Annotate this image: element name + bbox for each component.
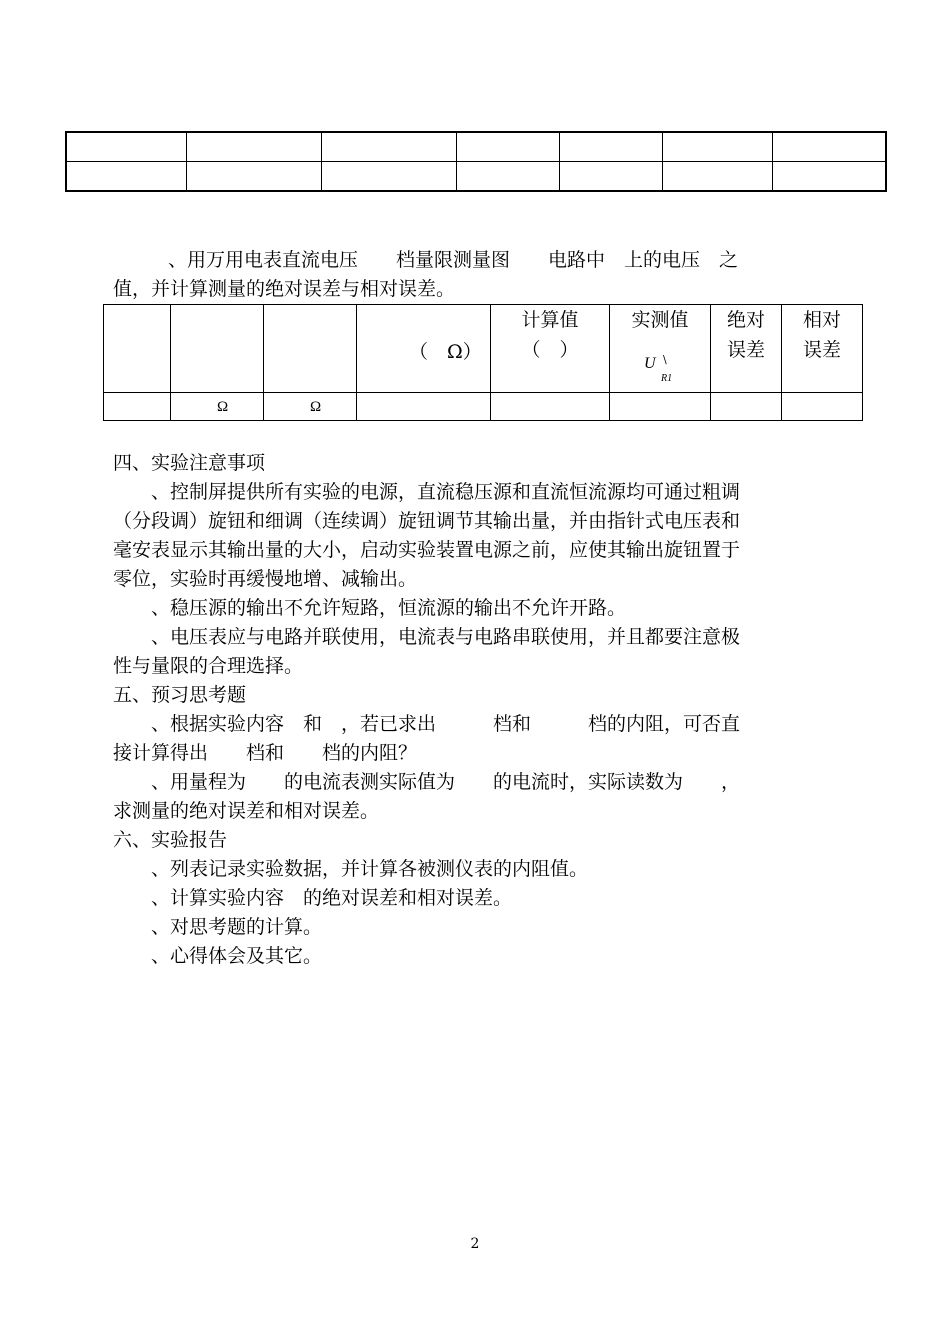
paragraph-line: 、电压表应与电路并联使用，电流表与电路串联使用，并且都要注意极 xyxy=(113,626,741,648)
section-title: 四、实验注意事项 xyxy=(113,452,266,474)
table-row xyxy=(66,132,886,162)
voltage-subscript: R1 xyxy=(661,373,673,384)
paragraph-line: 零位，实验时再缓慢地增、减输出。 xyxy=(113,568,418,590)
section-title: 六、实验报告 xyxy=(113,829,228,851)
table-header-row xyxy=(104,305,863,393)
table-cell xyxy=(662,132,772,162)
step-intro-line: 、用万用电表直流电压 档量限测量图 电路中 上的电压 之 xyxy=(168,249,739,271)
paragraph-line: 、根据实验内容 和 ，若已求出 档和 档的内阻，可否直 xyxy=(113,713,741,735)
table-cell xyxy=(357,305,491,393)
paragraph-line: 接计算得出 档和 档的内阻？ xyxy=(113,742,418,764)
data-table-top xyxy=(65,131,887,192)
voltage-symbol: U xyxy=(644,355,656,372)
abs-error-header-2: 误差 xyxy=(726,339,765,361)
paragraph-line: 、稳压源的输出不允许短路，恒流源的输出不允许开路。 xyxy=(113,597,627,619)
table-cell xyxy=(321,162,456,192)
paragraph-line: 、计算实验内容 的绝对误差和相对误差。 xyxy=(113,887,513,909)
table-cell xyxy=(456,162,559,192)
table-cell xyxy=(491,393,610,421)
ohm-unit: Ω xyxy=(217,399,229,415)
table-cell xyxy=(782,305,863,393)
ohm-unit: Ω xyxy=(310,399,322,415)
rel-error-header-1: 相对 xyxy=(802,309,841,331)
table-cell xyxy=(321,132,456,162)
table-row xyxy=(66,162,886,192)
table-cell xyxy=(662,162,772,192)
paragraph-line: 、用量程为 的电流表测实际值为 的电流时，实际读数为 ， xyxy=(113,771,741,793)
table-cell xyxy=(559,162,662,192)
resistance-unit: （ Ω） xyxy=(409,341,482,363)
table-cell xyxy=(711,305,782,393)
measured-value-header: 实测值 xyxy=(631,309,689,331)
table-cell xyxy=(264,393,357,421)
table-cell xyxy=(456,132,559,162)
table-cell xyxy=(357,393,491,421)
backslash-mark: \ xyxy=(663,353,667,366)
step-intro-line: 值，并计算测量的绝对误差与相对误差。 xyxy=(113,278,456,300)
table-cell xyxy=(186,162,321,192)
table-cell xyxy=(491,305,610,393)
paragraph-line: 求测量的绝对误差和相对误差。 xyxy=(113,800,380,822)
paragraph-line: 毫安表显示其输出量的大小，启动实验装置电源之前，应使其输出旋钮置于 xyxy=(113,539,741,561)
paragraph-line: 、对思考题的计算。 xyxy=(113,916,323,938)
page-number: 2 xyxy=(470,1236,480,1252)
rel-error-header-2: 误差 xyxy=(802,339,841,361)
table-cell xyxy=(186,132,321,162)
table-cell xyxy=(610,305,711,393)
paragraph-line: 性与量限的合理选择。 xyxy=(113,655,304,677)
paragraph-line: 、心得体会及其它。 xyxy=(113,945,323,967)
calc-value-unit: （ ） xyxy=(521,339,579,361)
paragraph-line: 、控制屏提供所有实验的电源，直流稳压源和直流恒流源均可通过粗调 xyxy=(113,481,741,503)
measurement-table xyxy=(103,304,863,421)
table-cell xyxy=(66,162,186,192)
table-cell xyxy=(711,393,782,421)
calc-value-header: 计算值 xyxy=(521,309,579,331)
table-row xyxy=(104,393,863,421)
table-cell xyxy=(66,132,186,162)
table-cell xyxy=(772,132,886,162)
table-cell xyxy=(772,162,886,192)
table-cell xyxy=(171,305,264,393)
table-cell xyxy=(264,305,357,393)
paragraph-line: （分段调）旋钮和细调（连续调）旋钮调节其输出量，并由指针式电压表和 xyxy=(113,510,741,532)
table-cell xyxy=(610,393,711,421)
abs-error-header-1: 绝对 xyxy=(726,309,765,331)
table-cell xyxy=(104,393,171,421)
section-title: 五、预习思考题 xyxy=(113,684,247,706)
table-cell xyxy=(559,132,662,162)
table-cell xyxy=(104,305,171,393)
paragraph-line: 、列表记录实验数据，并计算各被测仪表的内阻值。 xyxy=(113,858,589,880)
table-cell xyxy=(782,393,863,421)
table-cell xyxy=(171,393,264,421)
